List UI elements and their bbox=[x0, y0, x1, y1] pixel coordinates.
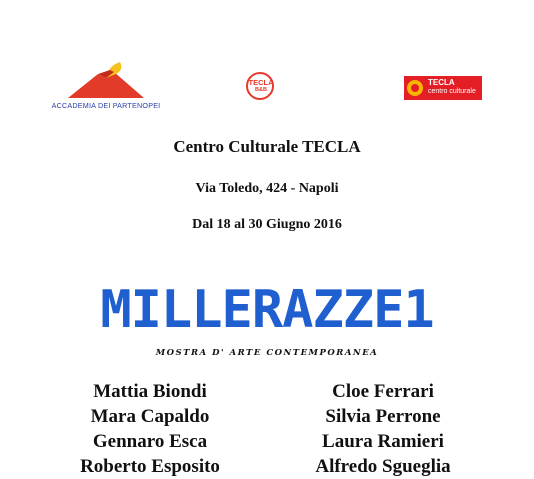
accademia-dei-partenopei-logo bbox=[46, 58, 166, 114]
artist-name: Gennaro Esca bbox=[92, 431, 208, 452]
artist-name: Cloe Ferrari bbox=[332, 381, 434, 402]
exhibition-title: MILLERAZZE1 bbox=[100, 280, 434, 340]
artist-name: Roberto Esposito bbox=[80, 456, 220, 477]
tecla-cc-label: TECLA bbox=[428, 78, 455, 87]
artist-name: Mara Capaldo bbox=[90, 406, 210, 427]
artist-name: Alfredo Sgueglia bbox=[315, 456, 451, 477]
venue-address: Via Toledo, 424 - Napoli bbox=[195, 181, 339, 196]
exhibition-dates: Dal 18 al 30 Giugno 2016 bbox=[192, 217, 342, 232]
tecla-cc-sublabel: centro culturale bbox=[428, 88, 476, 95]
tecla-bb-logo bbox=[244, 70, 278, 104]
accademia-caption: ACCADEMIA DEI PARTENOPEI bbox=[51, 101, 161, 110]
venue-name: Centro Culturale TECLA bbox=[173, 137, 361, 156]
tecla-centro-culturale-logo bbox=[404, 76, 482, 100]
artist-name: Laura Ramieri bbox=[322, 431, 444, 452]
artist-name: Mattia Biondi bbox=[93, 381, 207, 402]
sun-swirl-icon bbox=[407, 80, 423, 96]
artist-name: Silvia Perrone bbox=[325, 406, 441, 427]
tecla-bb-label: TECLA bbox=[248, 78, 274, 87]
volcano-icon bbox=[64, 58, 148, 102]
tecla-bb-sublabel: B&B bbox=[255, 87, 267, 93]
exhibition-subtitle: MOSTRA D' ARTE CONTEMPORANEA bbox=[155, 348, 379, 358]
